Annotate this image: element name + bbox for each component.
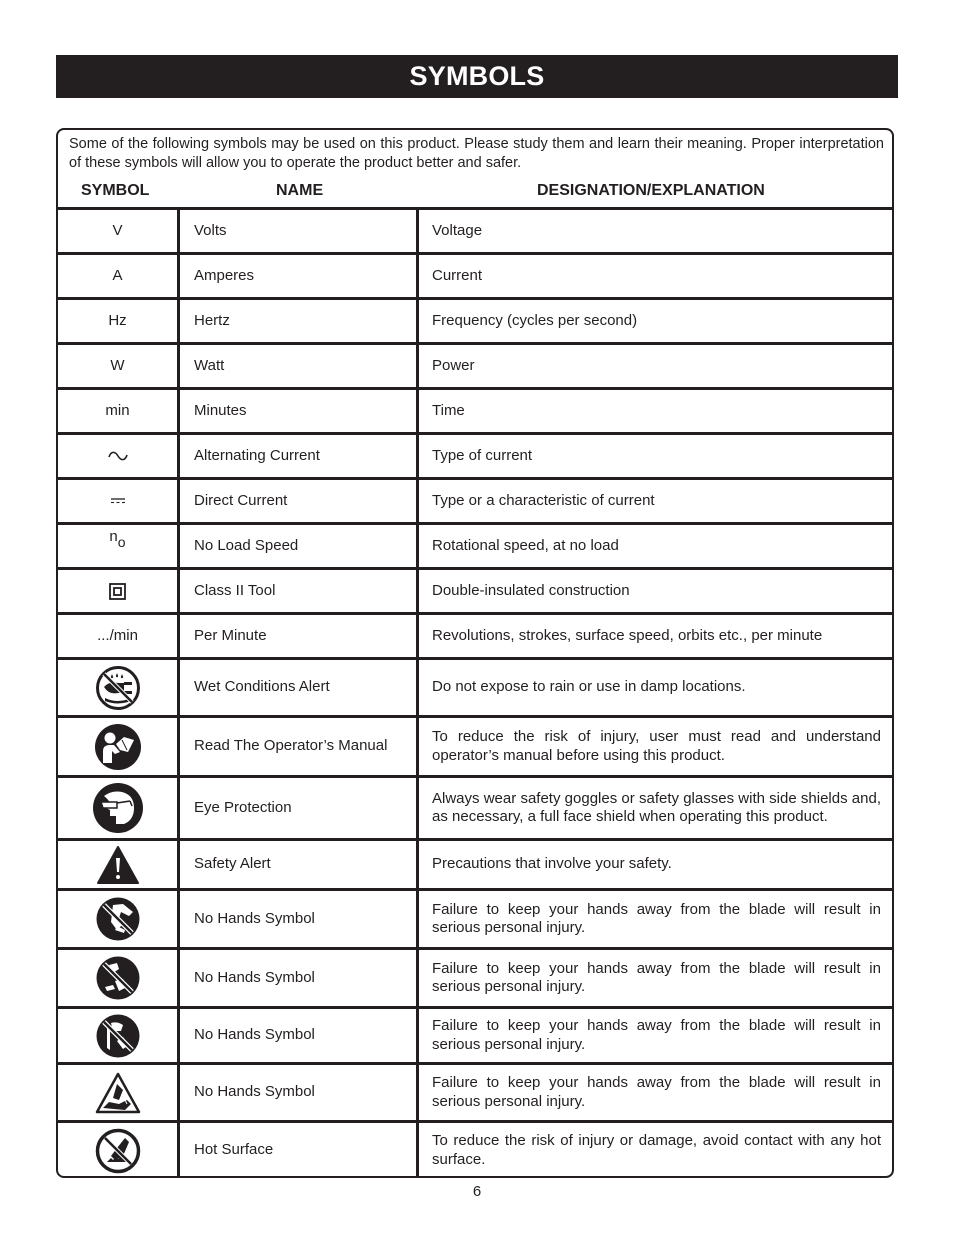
name-cell: No Hands Symbol [180,1009,419,1062]
designation-cell [419,435,892,477]
symbol-cell [58,345,180,387]
designation-text: Do not expose to rain or use in damp locations. [432,678,746,696]
no-hands-icon [95,955,141,1001]
designation-text: Failure to keep your hands away from the blade will result in serious personal injury. [432,1074,881,1110]
name-cell: Direct Current [180,480,419,522]
table-row [58,207,892,252]
designation-cell [419,300,892,342]
name-cell: Watt [180,345,419,387]
designation-cell [419,778,892,838]
name-cell: Class II Tool [180,570,419,612]
table-row [58,1006,892,1062]
symbol-cell [58,1065,180,1120]
designation-text: To reduce the risk of injury, user must read and understand operator’s manual before using this product. [432,728,881,764]
designation-cell [419,210,892,252]
table-row [58,612,892,657]
name-cell: Minutes [180,390,419,432]
symbol-cell [58,1009,180,1062]
no-hands-icon [95,1013,141,1059]
designation-cell [419,345,892,387]
table-row [58,838,892,888]
designation-text: To reduce the risk of injury or damage, avoid contact with any hot surface. [432,1132,881,1168]
name-cell: Read The Operator’s Manual [180,718,419,775]
eye-protection-icon [92,782,144,834]
column-header-symbol: SYMBOL [81,182,150,199]
symbol-text: W [110,356,125,374]
designation-cell [419,660,892,715]
table-row [58,297,892,342]
symbol-cell [58,480,180,522]
symbol-cell [58,718,180,775]
page-number: 6 [472,1183,482,1200]
designation-cell [419,390,892,432]
symbol-cell [58,435,180,477]
designation-text: Failure to keep your hands away from the blade will result in serious personal injury. [432,900,881,936]
designation-text: Type of current [432,446,533,464]
name-cell: Wet Conditions Alert [180,660,419,715]
designation-text: Always wear safety goggles or safety glasses with side shields and, as necessary, a full face shield when operating this product. [432,789,881,825]
table-row [58,432,892,477]
table-row [58,888,892,947]
table-row [58,1062,892,1120]
table-row [58,477,892,522]
symbol-cell [58,255,180,297]
name-cell: No Hands Symbol [180,950,419,1006]
designation-cell [419,891,892,947]
name-cell: Volts [180,210,419,252]
no-hands-warning-triangle-icon [95,1072,141,1114]
column-header-name: NAME [276,182,324,199]
designation-cell [419,480,892,522]
intro-text: Some of the following symbols may be used on this product. Please study them and learn their meaning. Proper interpretation of these symbols will allow you to operate the product better and safer. [69,136,884,171]
name-cell: Alternating Current [180,435,419,477]
designation-text: Voltage [432,221,483,239]
symbol-text: .../min [97,626,138,644]
table-row [58,947,892,1006]
symbol-text: min [105,401,130,419]
designation-text: Precautions that involve your safety. [432,855,672,873]
symbol-text: V [112,221,123,239]
name-cell: Per Minute [180,615,419,657]
alternating-current-icon [108,450,128,462]
designation-text: Type or a characteristic of current [432,491,655,509]
designation-cell [419,950,892,1006]
designation-cell [419,525,892,567]
table-row [58,567,892,612]
name-cell: No Load Speed [180,525,419,567]
symbol-cell [58,950,180,1006]
designation-text: Failure to keep your hands away from the blade will result in serious personal injury. [432,959,881,995]
table-row [58,1120,892,1178]
safety-alert-icon [97,846,139,884]
symbol-cell [58,1123,180,1178]
symbol-cell [58,841,180,888]
designation-text: Failure to keep your hands away from the blade will result in serious personal injury. [432,1017,881,1053]
designation-cell [419,841,892,888]
wet-conditions-icon [95,665,141,711]
symbol-cell [58,390,180,432]
designation-cell [419,718,892,775]
no-hands-icon [95,896,141,942]
symbol-cell [58,210,180,252]
symbol-cell [58,525,180,567]
symbol-cell [58,570,180,612]
designation-cell [419,1123,892,1178]
symbol-subscript: o [117,534,126,551]
table-row [58,657,892,715]
column-header-designation: DESIGNATION/EXPLANATION [537,182,765,199]
table-row [58,775,892,838]
no-load-speed-symbol [109,528,125,552]
table-row [58,252,892,297]
table-row [58,387,892,432]
name-cell: No Hands Symbol [180,1065,419,1120]
name-cell: Safety Alert [180,841,419,888]
name-cell: Hertz [180,300,419,342]
symbol-cell [58,615,180,657]
symbol-cell [58,891,180,947]
read-manual-icon [94,723,142,771]
table-row [58,342,892,387]
symbol-text: Hz [108,311,127,329]
direct-current-icon [111,498,125,504]
designation-cell [419,255,892,297]
designation-text: Current [432,266,483,284]
name-cell: Eye Protection [180,778,419,838]
symbol-cell [58,660,180,715]
designation-text: Revolutions, strokes, surface speed, orbits etc., per minute [432,626,823,644]
symbol-main: n [109,528,118,546]
symbols-table-box [56,128,894,1178]
designation-text: Time [432,401,465,419]
name-cell: Hot Surface [180,1123,419,1178]
designation-cell [419,1065,892,1120]
designation-text: Power [432,356,475,374]
page-title: SYMBOLS [56,55,898,98]
designation-cell [419,1009,892,1062]
table-row [58,522,892,567]
name-cell: Amperes [180,255,419,297]
designation-cell [419,570,892,612]
name-cell: No Hands Symbol [180,891,419,947]
table-row [58,715,892,775]
symbol-cell [58,778,180,838]
designation-cell [419,615,892,657]
symbol-cell [58,300,180,342]
designation-text: Double-insulated construction [432,581,630,599]
hot-surface-icon [95,1128,141,1174]
symbol-text: A [112,266,123,284]
designation-text: Frequency (cycles per second) [432,311,638,329]
designation-text: Rotational speed, at no load [432,536,619,554]
class-ii-double-square-icon [109,583,126,600]
